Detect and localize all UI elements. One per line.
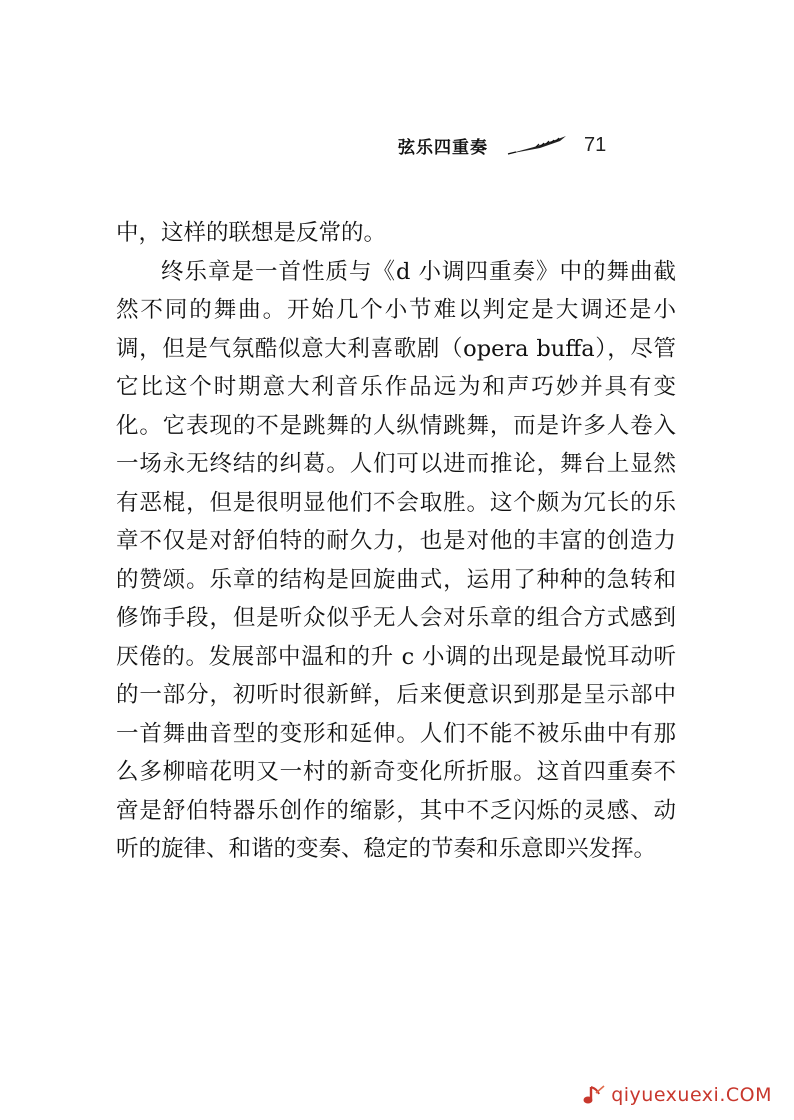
page-header bbox=[398, 130, 606, 160]
music-note-logo-icon bbox=[582, 1084, 608, 1106]
paragraph-finale: 终乐章是一首性质与《d 小调四重奏》中的舞曲截然不同的舞曲。开始几个小节难以判定是大调还是小调，但是气氛酷似意大利喜歌剧（opera buffa），尽管它比这个时期意大利音乐作品远为和声巧妙并具有变化。它表现的不是跳舞的人纵情跳舞，而是许多人卷入一场永无终结的纠葛。人们可以进而推论，舞台上显然有恶棍，但是很明显他们不会取胜。这个颇为冗长的乐章不仅是对舒伯特的耐久力，也是对他的丰富的创造力的赞颂。乐章的结构是回旋曲式，运用了种种的急转和修饰手段，但是听众似乎无人会对乐章的组合方式感到厌倦的。发展部中温和的升 c 小调的出现是最悦耳动听的一部分，初听时很新鲜，后来便意识到那是呈示部中一首舞曲音型的变形和延伸。人们不能不被乐曲中有那么多柳暗花明又一村的新奇变化所折服。这首四重奏不啻是舒伯特器乐创作的缩影，其中不乏闪烁的灵感、动听的旋律、和谐的变奏、稳定的节奏和乐意即兴发挥。 bbox=[116, 258, 676, 862]
site-watermark bbox=[582, 1084, 772, 1106]
running-head-title: 弦乐四重奏 bbox=[398, 137, 488, 158]
watermark-text: qiyuexuexi.COM bbox=[611, 1084, 772, 1106]
quill-pen-icon bbox=[506, 134, 568, 156]
paragraph-continuation: 中，这样的联想是反常的。 bbox=[116, 220, 387, 246]
body-text bbox=[116, 214, 676, 869]
page-number: 71 bbox=[584, 133, 607, 156]
